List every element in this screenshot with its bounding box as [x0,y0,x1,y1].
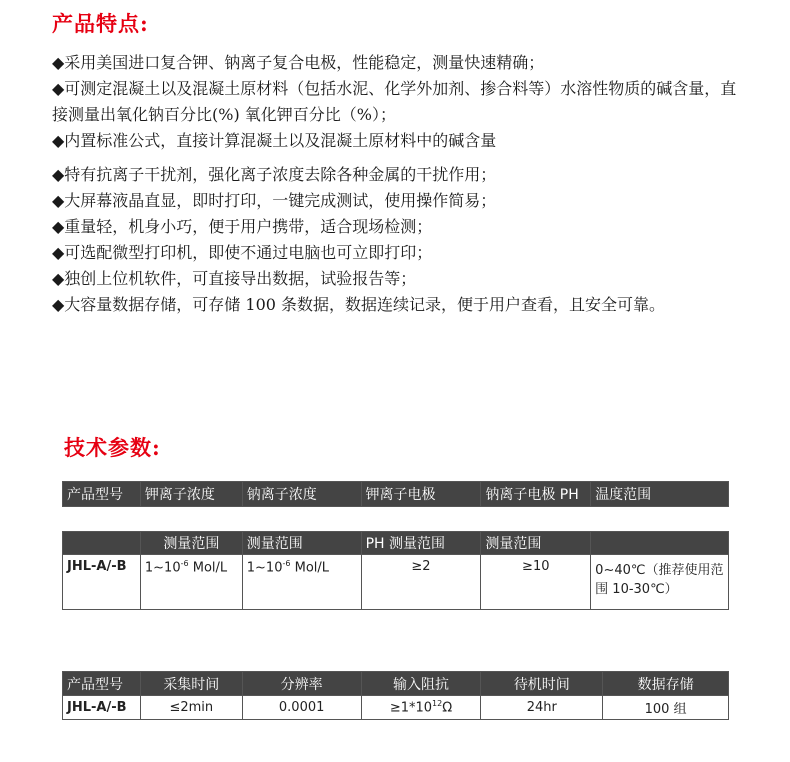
header-cell: 温度范围 [591,482,729,507]
header-cell: 产品型号 [63,672,141,696]
storage-cell: 100 组 [603,696,729,720]
impedance-cell: $\ge 1*10^{12}\Omega$ [361,696,481,720]
resolution-cell: 0.0001 [242,696,361,720]
feature-item: ◆特有抗离子干扰剂，强化离子浓度去除各种金属的干扰作用； [52,165,497,184]
features-title: 产品特点: [52,11,149,36]
header-cell: 钾离子浓度 [140,482,242,507]
header-cell: 钠离子浓度 [242,482,361,507]
spec-table-1 [62,481,729,507]
header-cell: 测量范围 [140,532,242,555]
feature-item: ◆内置标准公式，直接计算混凝土以及混凝土原材料中的碱含量 [52,131,497,150]
table-header-row [63,672,729,696]
standby-cell: 24hr [481,696,603,720]
na-range-cell: $1\sim 10^{-6}$ Mol/L [242,555,361,610]
sampling-cell: ≤2min [140,696,242,720]
tech-title: 技术参数: [64,435,161,460]
table-header-row [63,532,729,555]
header-cell: 测量范围 [481,532,591,555]
feature-item: ◆重量轻，机身小巧，便于用户携带，适合现场检测； [52,217,433,236]
features-list [52,50,742,318]
na-ph-range-cell: ≥10 [481,555,591,610]
header-cell: 数据存储 [603,672,729,696]
feature-item: ◆大容量数据存储，可存储 100 条数据，数据连续记录，便于用户查看，且安全可靠。 [52,295,666,314]
header-cell: 钠离子电极 PH [481,482,591,507]
spec-table-3 [62,671,729,720]
header-cell: 分辨率 [242,672,361,696]
k-range-cell: $1\sim 10^{-6}$ Mol/L [140,555,242,610]
model-cell: JHL-A/-B [63,555,141,610]
header-cell: PH 测量范围 [361,532,481,555]
header-cell: 待机时间 [481,672,603,696]
table-header-row [63,482,729,507]
spec-table-2 [62,531,729,610]
header-cell: 产品型号 [63,482,141,507]
feature-item: ◆采用美国进口复合钾、钠离子复合电极，性能稳定，测量快速精确； [52,53,545,72]
header-cell: 钾离子电极 [361,482,481,507]
feature-item: ◆大屏幕液晶直显，即时打印，一键完成测试，使用操作简易； [52,191,497,210]
header-cell: 采集时间 [140,672,242,696]
model-cell: JHL-A/-B [63,696,141,720]
feature-item: ◆独创上位机软件，可直接导出数据，试验报告等； [52,269,417,288]
table-row [63,696,729,720]
ph-range-cell: ≥2 [361,555,481,610]
header-cell [63,532,141,555]
header-cell: 测量范围 [242,532,361,555]
feature-item: ◆可选配微型打印机，即使不通过电脑也可立即打印； [52,243,433,262]
header-cell [591,532,729,555]
header-cell: 输入阻抗 [361,672,481,696]
table-row [63,555,729,610]
feature-item: ◆可测定混凝土以及混凝土原材料（包括水泥、化学外加剂、掺合料等）水溶性物质的碱含量，直接测量出氧化钠百分比(%) 氧化钾百分比（%）； [52,79,737,124]
temp-range-cell: 0~40℃（推荐使用范围 10-30℃） [591,555,729,610]
